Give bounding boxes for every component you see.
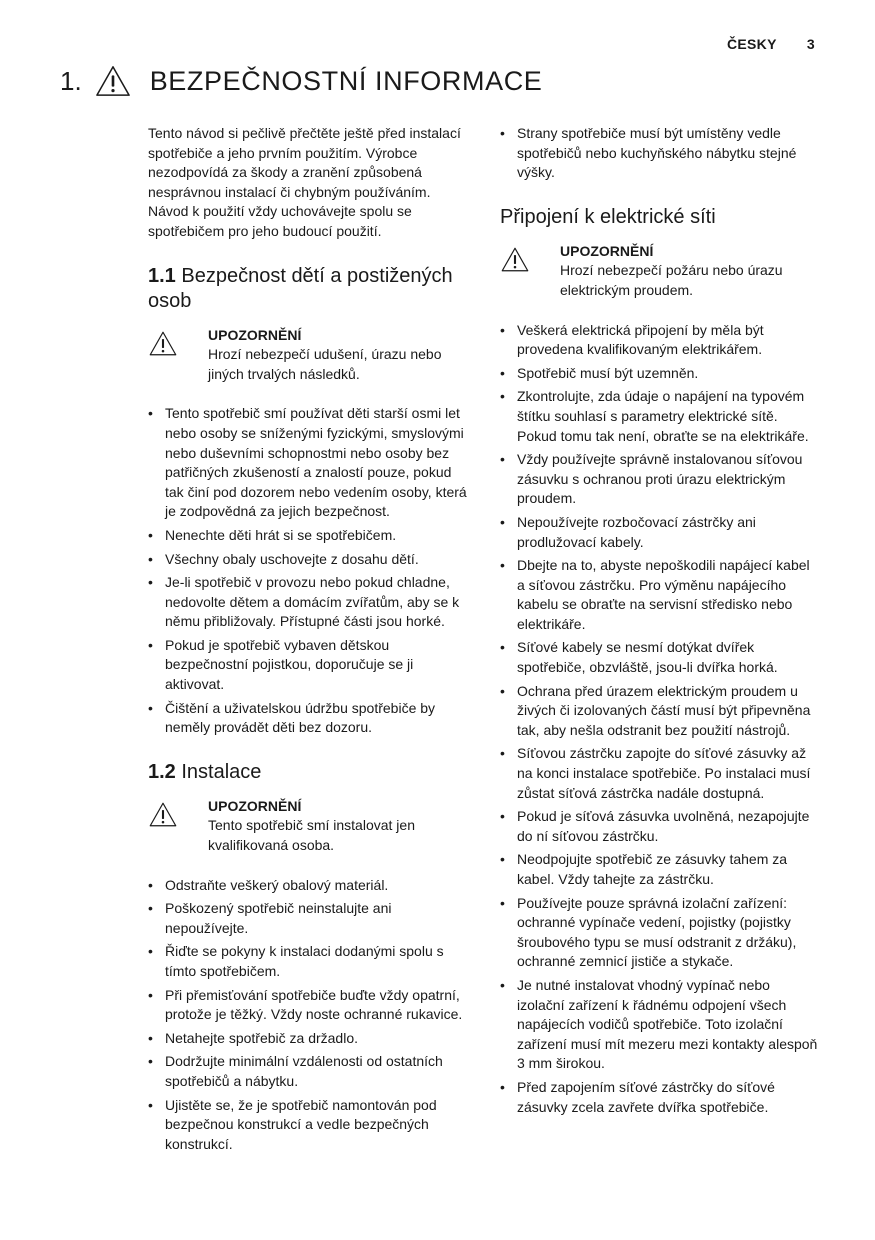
section-1-1-title: Bezpečnost dětí a postižených osob	[148, 264, 453, 312]
list-item: • Tento spotřebič smí používat děti starší osmi let nebo osoby se sníženými fyzickými, smyslovými nebo duševními schopnostmi nebo osoby bez patřičných zkušeností a znalostí pouze, pokud tak činí pod dozorem nebo vedením osoby, která je zodpovědná za jejich bezpečnost.	[148, 404, 468, 522]
warning-box-electrical	[500, 242, 820, 301]
section-1-1-number: 1.1	[148, 264, 176, 287]
left-column	[148, 124, 468, 1158]
intro-paragraph: Tento návod si pečlivě přečtěte ještě před instalací spotřebiče a jeho prvním použitím. Výrobce nezodpovídá za škody a zranění způsobená nesprávnou instalací či chybným používáním. Návod k použití vždy uchovávejte spolu se spotřebičem pro jeho budoucí použití.	[148, 125, 461, 239]
list-item: • Síťovou zástrčku zapojte do síťové zásuvky až na konci instalace spotřebiče. Po instalaci musí zůstat síťová zástrčka nadále dostupná.	[500, 744, 820, 803]
electrical-list	[500, 321, 820, 1118]
list-item: • Neodpojujte spotřebič ze zásuvky tahem za kabel. Vždy tahejte za zástrčku.	[500, 850, 820, 889]
chapter-number: 1.	[60, 65, 82, 96]
warning-box-installation	[148, 797, 468, 856]
page-number: 3	[806, 36, 815, 52]
list-item: • Odstraňte veškerý obalový materiál.	[148, 876, 468, 896]
list-item: • Netahejte spotřebič za držadlo.	[148, 1029, 468, 1049]
list-item: • Vždy používejte správně instalovanou síťovou zásuvku s ochranou proti úrazu elektrickým proudem.	[500, 450, 820, 509]
right-column	[500, 124, 820, 1121]
warning-triangle-icon	[148, 801, 178, 828]
list-item: • Dbejte na to, abyste nepoškodili napájecí kabel a síťovou zástrčku. Pro výměnu napájecího kabelu se obraťte na servisní středisko nebo elektrikáře.	[500, 556, 820, 634]
list-item: • Síťové kabely se nesmí dotýkat dvířek spotřebiče, obzvláště, jsou-li dvířka horká.	[500, 638, 820, 677]
chapter-title-text: BEZPEČNOSTNÍ INFORMACE	[149, 65, 543, 96]
list-item: • Ochrana před úrazem elektrickým proudem u živých či izolovaných částí musí být připevněna tak, aby nešla odstranit bez použití nástrojů.	[500, 682, 820, 741]
list-item: • Při přemisťování spotřebiče buďte vždy opatrní, protože je těžký. Vždy noste ochranné rukavice.	[148, 986, 468, 1025]
list-item: • Všechny obaly uschovejte z dosahu dětí.	[148, 550, 468, 570]
list-item: • Dodržujte minimální vzdálenosti od ostatních spotřebičů a nábytku.	[148, 1052, 468, 1091]
list-item: • Je-li spotřebič v provozu nebo pokud chladne, nedovolte dětem a domácím zvířatům, aby se k němu přibližovaly. Přístupné části jsou horké.	[148, 573, 468, 632]
electrical-heading: Připojení k elektrické síti	[500, 205, 716, 228]
warning-triangle-icon	[500, 246, 530, 273]
list-item: • Poškozený spotřebič neinstalujte ani nepoužívejte.	[148, 899, 468, 938]
warning-title: UPOZORNĚNÍ	[560, 242, 654, 259]
list-item: • Pokud je spotřebič vybaven dětskou bezpečnostní pojistkou, doporučuje se ji aktivovat.	[148, 636, 468, 695]
warning-triangle-icon	[94, 64, 132, 98]
language-label: ČESKY	[726, 36, 777, 52]
section-1-2-title: Instalace	[175, 760, 262, 783]
warning-title: UPOZORNĚNÍ	[208, 326, 302, 343]
list-item: • Čištění a uživatelskou údržbu spotřebiče by neměly provádět děti bez dozoru.	[148, 699, 468, 738]
list-item: • Strany spotřebiče musí být umístěny vedle spotřebičů nebo kuchyňského nábytku stejné výšky.	[500, 124, 820, 183]
list-item: • Ujistěte se, že je spotřebič namontován pod bezpečnou konstrukcí a vedle bezpečných konstrukcí.	[148, 1096, 468, 1155]
list-item: • Používejte pouze správná izolační zařízení: ochranné vypínače vedení, pojistky (pojistky šroubového typu se musí odstranit z držáku), ochranné zemnicí jističe a stykače.	[500, 894, 820, 972]
list-item: • Zkontrolujte, zda údaje o napájení na typovém štítku souhlasí s parametry elektrické sítě. Pokud tomu tak není, obraťte se na elektrikáře.	[500, 387, 820, 446]
installation-list-continued	[500, 124, 820, 183]
warning-text: Tento spotřebič smí instalovat jen kvalifikovaná osoba.	[208, 817, 415, 854]
child-safety-list	[148, 404, 468, 738]
section-1-2-heading	[148, 760, 468, 785]
warning-text: Hrozí nebezpečí udušení, úrazu nebo jiných trvalých následků.	[208, 346, 442, 382]
list-item: • Veškerá elektrická připojení by měla být provedena kvalifikovaným elektrikářem.	[500, 321, 820, 360]
warning-title: UPOZORNĚNÍ	[208, 797, 302, 814]
list-item: • Nenechte děti hrát si se spotřebičem.	[148, 526, 468, 546]
list-item: • Je nutné instalovat vhodný vypínač nebo izolační zařízení k řádnému odpojení všech napájecích vodičů spotřebiče. Toto izolační zařízení musí mít mezeru mezi kontakty alespoň 3 mm širokou.	[500, 976, 820, 1074]
chapter-title	[60, 64, 542, 98]
section-1-2-number: 1.2	[148, 760, 176, 783]
warning-triangle-icon	[148, 330, 178, 357]
list-item: • Pokud je síťová zásuvka uvolněná, nezapojujte do ní síťovou zástrčku.	[500, 807, 820, 846]
section-1-1-heading	[148, 264, 468, 314]
warning-text: Hrozí nebezpečí požáru nebo úrazu elektrickým proudem.	[560, 262, 783, 298]
list-item: • Řiďte se pokyny k instalaci dodanými spolu s tímto spotřebičem.	[148, 942, 468, 981]
warning-box-child-safety	[148, 326, 468, 385]
list-item: • Nepoužívejte rozbočovací zástrčky ani prodlužovací kabely.	[500, 513, 820, 552]
page-header	[727, 36, 815, 52]
list-item: • Spotřebič musí být uzemněn.	[500, 364, 820, 384]
installation-list	[148, 876, 468, 1155]
list-item: • Před zapojením síťové zástrčky do síťové zásuvky zcela zavřete dvířka spotřebiče.	[500, 1078, 820, 1117]
